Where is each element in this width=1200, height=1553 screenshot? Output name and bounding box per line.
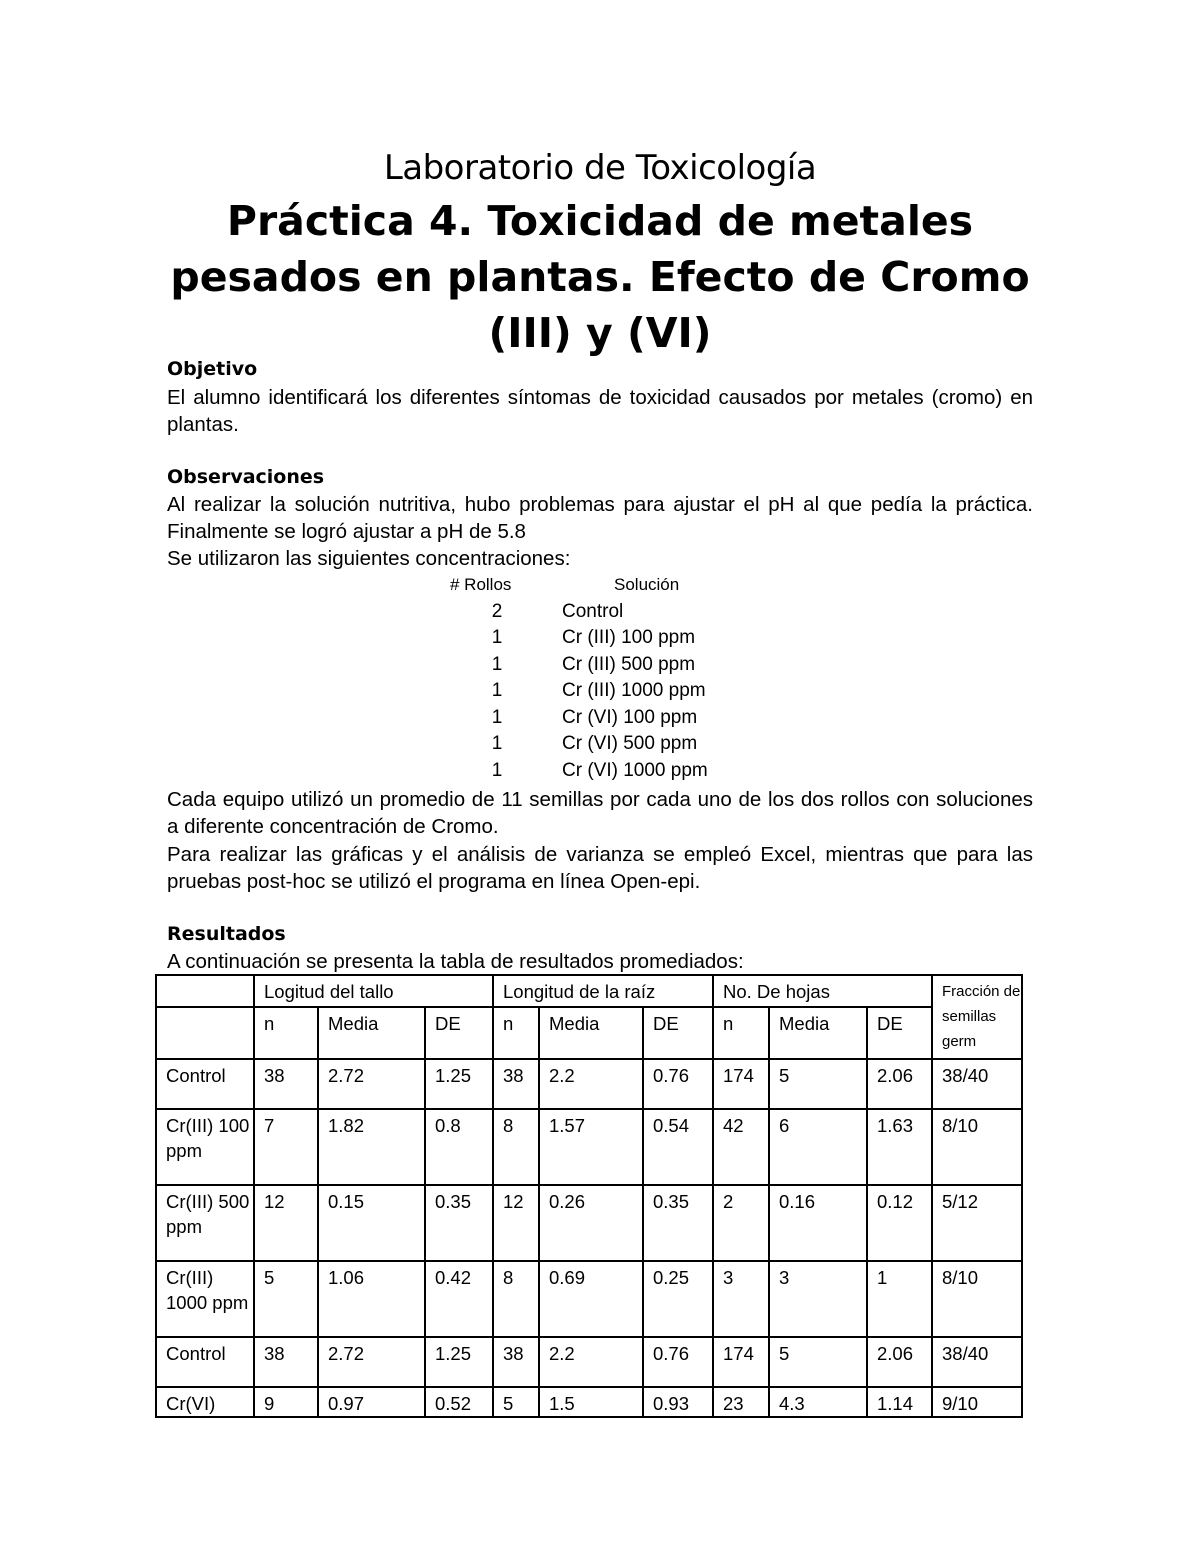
empty-header-cell [156,1007,254,1059]
table-cell: 2.72 [318,1337,425,1387]
row-label: Cr(III) 1000 ppm [156,1261,254,1337]
table-cell: 1.25 [425,1337,493,1387]
table-cell: 3 [713,1261,769,1337]
table-cell: 38 [493,1337,539,1387]
concentration-header [440,572,800,599]
table-cell: 2.2 [539,1059,643,1109]
table-row [156,1337,1022,1387]
table-row [156,1261,1022,1337]
lab-title: Laboratorio de Toxicología [383,148,817,188]
observaciones-heading: Observaciones [167,466,325,488]
table-cell: 23 [713,1387,769,1417]
concentration-row [440,625,800,652]
concentration-rollos: 1 [491,627,503,648]
table-cell: 2 [713,1185,769,1261]
concentration-rollos: 1 [491,759,503,781]
observaciones-paragraph-2: Se utilizaron las siguientes concentraciones: [167,547,571,570]
table-cell: 12 [254,1185,318,1261]
table-cell: 1.63 [867,1109,932,1185]
table-cell: 9 [254,1387,318,1417]
table-cell: 0.12 [867,1185,932,1261]
table-cell: 0.42 [425,1261,493,1337]
concentration-row [440,705,800,732]
table-cell: 38 [254,1059,318,1109]
table-cell: 0.8 [425,1109,493,1185]
objetivo-text: El alumno identificará los diferentes síntomas de toxicidad causados por metales (cromo) en plantas. [167,386,1033,436]
table-cell: 2.2 [539,1337,643,1387]
table-group-header-row [156,975,1022,1007]
table-cell: 0.52 [425,1387,493,1417]
table-cell: 1.06 [318,1261,425,1337]
sub-header-cell: n [254,1007,318,1059]
table-row [156,1185,1022,1261]
concentration-rollos: 1 [491,733,503,754]
table-cell: 5 [769,1059,867,1109]
table-cell: 0.25 [643,1261,713,1337]
table-cell: 9/10 [932,1387,1022,1417]
concentration-row [440,652,800,679]
concentration-solucion: Control [562,600,624,622]
row-label: Control [156,1059,254,1109]
table-cell: 1 [867,1261,932,1337]
table-cell: 7 [254,1109,318,1185]
results-table [155,974,1023,1418]
table-cell: 2.72 [318,1059,425,1109]
concentration-row [440,678,800,705]
table-cell: 4.3 [769,1387,867,1417]
concentration-header-rollos: # Rollos [450,575,512,594]
table-row [156,1109,1022,1185]
sub-header-cell: n [713,1007,769,1059]
table-cell: 1.57 [539,1109,643,1185]
table-cell: 0.26 [539,1185,643,1261]
table-sub-header-row [156,1007,1022,1059]
table-cell: 0.97 [318,1387,425,1417]
sub-header-cell: DE [643,1007,713,1059]
group-header-raiz: Longitud de la raíz [493,975,713,1007]
sub-header-cell: DE [867,1007,932,1059]
group-header-tallo: Logitud del tallo [254,975,493,1007]
resultados-intro: A continuación se presenta la tabla de resultados promediados: [167,950,744,973]
table-cell: 6 [769,1109,867,1185]
table-cell: 1.14 [867,1387,932,1417]
observaciones-paragraph-4: Para realizar las gráficas y el análisis de varianza se empleó Excel, mientras que para las pruebas post-hoc se utilizó el programa en línea Open-epi. [167,843,1033,893]
concentration-solucion: Cr (VI) 100 ppm [562,706,698,728]
concentration-rollos: 2 [491,600,503,622]
table-cell: 8 [493,1261,539,1337]
table-cell: 8/10 [932,1109,1022,1185]
table-cell: 2.06 [867,1337,932,1387]
table-cell: 38/40 [932,1059,1022,1109]
table-cell: 174 [713,1337,769,1387]
table-cell: 2.06 [867,1059,932,1109]
table-cell: 0.16 [769,1185,867,1261]
group-header-hojas: No. De hojas [713,975,932,1007]
concentration-rollos: 1 [491,653,503,675]
row-label: Cr(VI) [156,1387,254,1417]
sub-header-cell: DE [425,1007,493,1059]
row-label: Cr(III) 100 ppm [156,1109,254,1185]
table-cell: 0.93 [643,1387,713,1417]
table-cell: 0.69 [539,1261,643,1337]
resultados-heading: Resultados [167,923,286,945]
table-cell: 38/40 [932,1337,1022,1387]
sub-header-cell: Media [769,1007,867,1059]
table-cell: 1.82 [318,1109,425,1185]
concentration-solucion: Cr (VI) 500 ppm [562,733,698,754]
concentration-solucion: Cr (III) 500 ppm [562,653,696,675]
table-cell: 38 [254,1337,318,1387]
table-cell: 12 [493,1185,539,1261]
table-cell: 0.15 [318,1185,425,1261]
concentration-row [440,599,800,626]
table-cell: 0.76 [643,1337,713,1387]
concentration-row [440,758,800,785]
concentration-rollos: 1 [491,706,503,728]
observaciones-paragraph-3: Cada equipo utilizó un promedio de 11 semillas por cada uno de los dos rollos con soluciones a diferente concentración de Cromo. [167,788,1033,838]
fraction-header: Fracción de semillas germ [932,975,1022,1059]
table-cell: 0.76 [643,1059,713,1109]
table-cell: 0.54 [643,1109,713,1185]
table-cell: 42 [713,1109,769,1185]
table-cell: 1.5 [539,1387,643,1417]
table-row [156,1387,1022,1417]
concentration-solucion: Cr (III) 100 ppm [562,627,696,648]
table-cell: 8/10 [932,1261,1022,1337]
concentration-rollos: 1 [491,680,503,701]
concentration-solucion: Cr (III) 1000 ppm [562,680,706,701]
concentration-solucion: Cr (VI) 1000 ppm [562,759,708,781]
concentration-header-solucion: Solución [614,575,680,594]
table-cell: 5 [254,1261,318,1337]
table-row [156,1059,1022,1109]
sub-header-cell: n [493,1007,539,1059]
practice-title: Práctica 4. Toxicidad de metales pesados en plantas. Efecto de Cromo (III) y (VI) [170,197,1030,357]
row-label: Control [156,1337,254,1387]
table-cell: 5 [493,1387,539,1417]
table-cell: 3 [769,1261,867,1337]
table-cell: 8 [493,1109,539,1185]
concentration-list [440,572,800,784]
table-cell: 38 [493,1059,539,1109]
table-cell: 1.25 [425,1059,493,1109]
objetivo-heading: Objetivo [167,358,258,380]
table-cell: 5/12 [932,1185,1022,1261]
sub-header-cell: Media [318,1007,425,1059]
concentration-row [440,731,800,758]
empty-header-cell [156,975,254,1007]
sub-header-cell: Media [539,1007,643,1059]
table-cell: 0.35 [643,1185,713,1261]
observaciones-paragraph-1: Al realizar la solución nutritiva, hubo problemas para ajustar el pH al que pedía la práctica. Finalmente se logró ajustar a pH de 5.8 [167,493,1033,543]
table-cell: 174 [713,1059,769,1109]
table-cell: 5 [769,1337,867,1387]
row-label: Cr(III) 500 ppm [156,1185,254,1261]
table-cell: 0.35 [425,1185,493,1261]
